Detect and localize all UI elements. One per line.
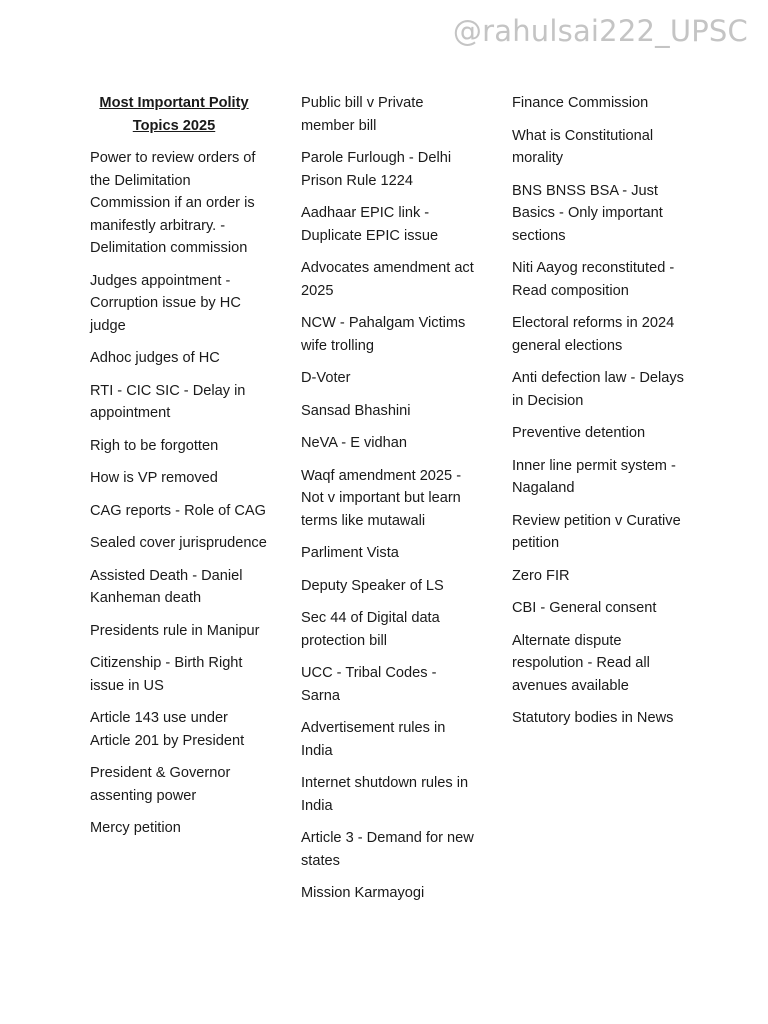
topic-item: Aadhaar EPIC link - Duplicate EPIC issue [301, 205, 439, 244]
topic-item: President & Governor assenting power [90, 765, 231, 804]
topic-item: UCC - Tribal Codes - Sarna [301, 665, 437, 704]
topic-item: Zero FIR [512, 567, 570, 584]
topic-item: What is Constitutional morality [512, 127, 654, 166]
topic-item: Preventive detention [512, 425, 646, 441]
topic-item: CBI - General consent [512, 600, 657, 616]
topic-item: Finance Commission [512, 95, 649, 111]
topic-item: Mission Karmayogi [301, 885, 425, 901]
topic-item: Niti Aayog reconstituted - Read composition [512, 260, 675, 299]
topic-item: NeVA - E vidhan [301, 435, 407, 451]
topic-item: Sansad Bhashini [301, 402, 411, 419]
topic-item: Adhoc judges of HC [90, 350, 220, 366]
topic-item: Citizenship - Birth Right issue in US [90, 655, 243, 694]
topic-item: CAG reports - Role of CAG [90, 502, 266, 519]
topic-item: Alternate dispute respolution - Read all avenues available [512, 632, 650, 694]
topic-item: D-Voter [301, 370, 351, 386]
topic-item: Parliment Vista [301, 545, 399, 561]
topic-item: NCW - Pahalgam Victims wife trolling [301, 315, 466, 354]
topic-item: RTI - CIC SIC - Delay in appointment [90, 382, 246, 421]
topics-column-3 [512, 92, 690, 740]
topic-item: Assisted Death - Daniel Kanheman death [90, 567, 243, 606]
topic-item: Deputy Speaker of LS [301, 577, 444, 594]
topics-column-2 [301, 92, 479, 915]
topic-item: Waqf amendment 2025 - Not v important but learn terms like mutawali [301, 467, 462, 529]
topic-item: Internet shutdown rules in India [301, 775, 469, 814]
topic-item: BNS BNSS BSA - Just Basics - Only important sections [512, 182, 663, 244]
topic-item: Sealed cover jurisprudence [90, 535, 267, 551]
topic-item: Advocates amendment act 2025 [301, 260, 474, 299]
topic-item: Statutory bodies in News [512, 710, 674, 726]
topic-item: Sec 44 of Digital data protection bill [301, 610, 440, 649]
topic-item: Power to review orders of the Delimitation Commission if an order is manifestly arbitrary. - Delimitation commission [90, 150, 256, 256]
topic-item: Public bill v Private member bill [301, 95, 424, 134]
topic-item: Inner line permit system - Nagaland [512, 457, 676, 496]
topic-item: Review petition v Curative petition [512, 512, 681, 551]
topic-item: Anti defection law - Delays in Decision [512, 370, 684, 409]
topic-item: Article 3 - Demand for new states [301, 830, 474, 869]
topic-item: Presidents rule in Manipur [90, 622, 260, 639]
topic-item: Mercy petition [90, 820, 181, 836]
topic-item: Righ to be forgotten [90, 437, 219, 454]
topic-item: How is VP removed [90, 470, 218, 486]
topic-item: Advertisement rules in India [301, 720, 446, 759]
topic-item: Article 143 use under Article 201 by President [90, 710, 245, 749]
watermark-handle: @rahulsai222_UPSC [452, 14, 748, 48]
topic-item: Parole Furlough - Delhi Prison Rule 1224 [301, 150, 452, 189]
document-title: Most Important Polity Topics 2025 [99, 95, 249, 134]
topic-item: Electoral reforms in 2024 general elections [512, 315, 675, 354]
topics-column-1 [90, 92, 268, 850]
topic-item: Judges appointment - Corruption issue by HC judge [90, 272, 241, 334]
